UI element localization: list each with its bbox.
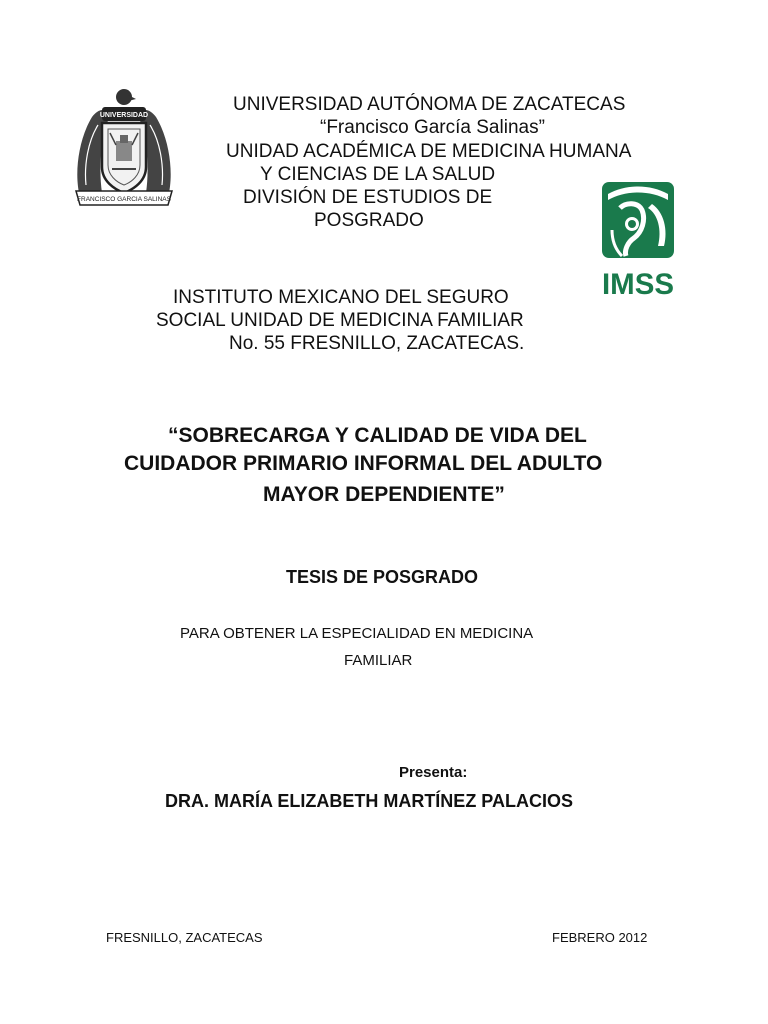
imss-logo-text: IMSS bbox=[602, 268, 674, 298]
presenta-label: Presenta: bbox=[399, 764, 468, 781]
footer-place: FRESNILLO, ZACATECAS bbox=[106, 930, 263, 945]
author-name: DRA. MARÍA ELIZABETH MARTÍNEZ PALACIOS bbox=[165, 791, 573, 811]
imss-logo bbox=[598, 180, 678, 298]
university-name: UNIVERSIDAD AUTÓNOMA DE ZACATECAS bbox=[233, 94, 626, 115]
academic-unit-line2: Y CIENCIAS DE LA SALUD bbox=[260, 164, 496, 185]
thesis-type: TESIS DE POSGRADO bbox=[286, 567, 479, 587]
footer-date: FEBRERO 2012 bbox=[552, 930, 648, 945]
uaz-seal-logo bbox=[72, 85, 176, 211]
university-motto: “Francisco García Salinas” bbox=[320, 117, 545, 138]
academic-unit-line1: UNIDAD ACADÉMICA DE MEDICINA HUMANA bbox=[226, 141, 632, 162]
thesis-title-line3: MAYOR DEPENDIENTE” bbox=[263, 483, 505, 506]
thesis-title-line1: “SOBRECARGA Y CALIDAD DE VIDA DEL bbox=[168, 424, 587, 447]
imss-line1: INSTITUTO MEXICANO DEL SEGURO bbox=[173, 287, 509, 308]
thesis-title-line2: CUIDADOR PRIMARIO INFORMAL DEL ADULTO bbox=[124, 452, 603, 475]
division-line1: DIVISIÓN DE ESTUDIOS DE bbox=[243, 187, 493, 208]
seal-ribbon-text: FRANCISCO GARCIA SALINAS bbox=[77, 196, 171, 203]
imss-line2: SOCIAL UNIDAD DE MEDICINA FAMILIAR bbox=[156, 310, 524, 331]
seal-top-text: UNIVERSIDAD bbox=[99, 112, 149, 119]
division-line2: POSGRADO bbox=[314, 210, 424, 231]
purpose-line2: FAMILIAR bbox=[344, 652, 413, 669]
imss-line3: No. 55 FRESNILLO, ZACATECAS. bbox=[229, 333, 525, 354]
purpose-line1: PARA OBTENER LA ESPECIALIDAD EN MEDICINA bbox=[180, 625, 534, 642]
